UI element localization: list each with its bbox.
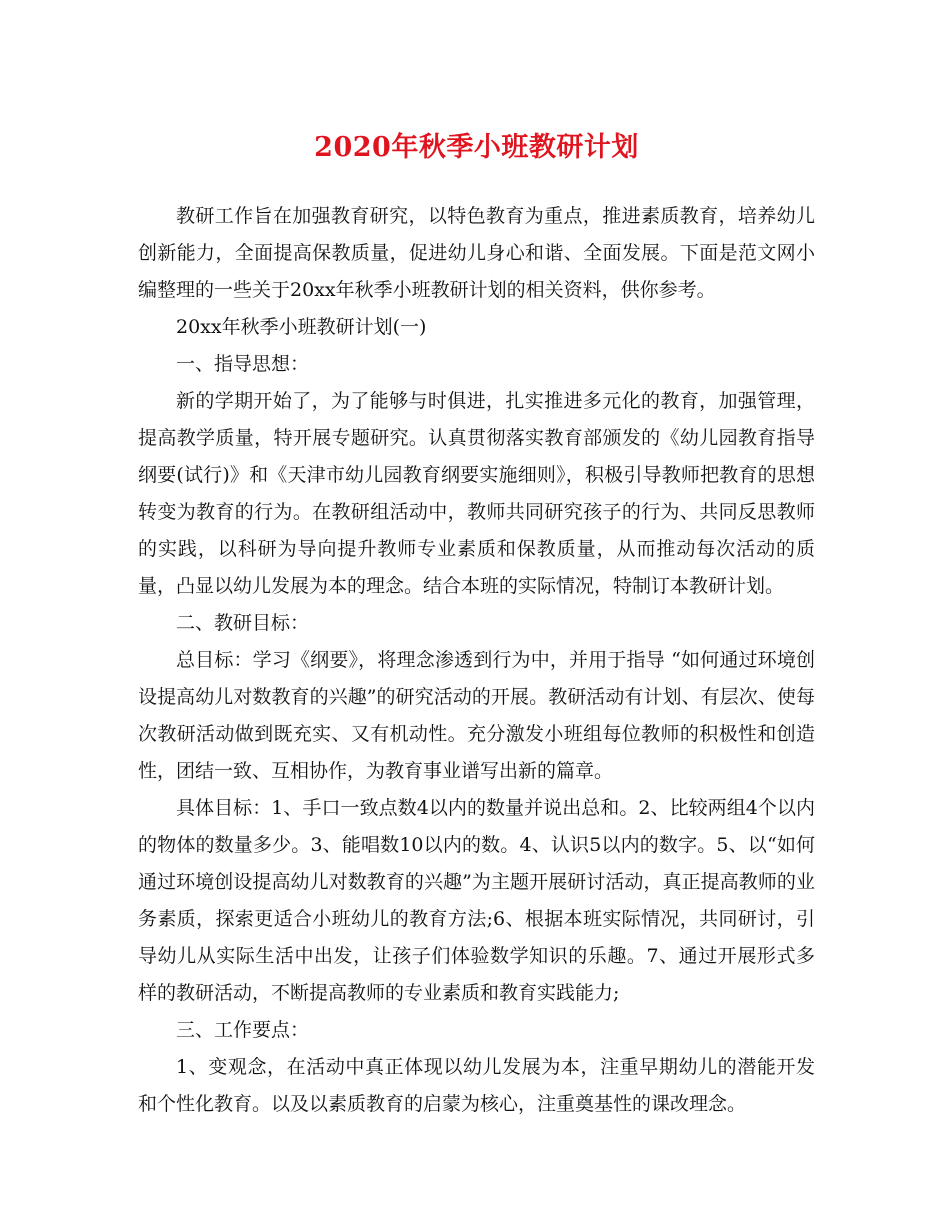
overall-goal-paragraph: 总目标：学习《纲要》，将理念渗透到行为中，并用于指导 “如何通过环境创设提高幼儿对数教育的兴趣”的研究活动的开展。教研活动有计划、有层次、使每次教研活动做到既充实、又有机动性。充分激发小班组每位教师的积极性和创造性，团结一致、互相协作，为教育事业谱写出新的篇章。 bbox=[138, 649, 815, 782]
intro-paragraph: 教研工作旨在加强教育研究，以特色教育为重点，推进素质教育，培养幼儿创新能力，全面提高保教质量，促进幼儿身心和谐、全面发展。下面是范文网小编整理的一些关于20xx年秋季小班教研计划的相关资料，供你参考。 bbox=[138, 205, 815, 301]
section-heading-work-points: 三、工作要点： bbox=[176, 1019, 310, 1041]
guiding-thought-paragraph: 新的学期开始了，为了能够与时俱进，扎实推进多元化的教育，加强管理，提高教学质量，特开展专题研究。认真贯彻落实教育部颁发的《幼儿园教育指导纲要(试行)》和《天津市幼儿园教育纲要实施细则》，积极引导教师把教育的思想转变为教育的行为。在教研组活动中，教师共同研究孩子的行为、共同反思教师的实践，以科研为导向提升教师专业素质和保教质量，从而推动每次活动的质量，凸显以幼儿发展为本的理念。结合本班的实际情况，特制订本教研计划。 bbox=[138, 390, 815, 597]
work-point-paragraph: 1、变观念，在活动中真正体现以幼儿发展为本，注重早期幼儿的潜能开发和个性化教育。以及以素质教育的启蒙为核心，注重奠基性的课改理念。 bbox=[138, 1056, 815, 1115]
specific-goals-paragraph: 具体目标：1、手口一致点数4以内的数量并说出总和。2、比较两组4个以内的物体的数量多少。3、能唱数10以内的数。4、认识5以内的数字。5、以“如何通过环境创设提高幼儿对数教育的兴趣”为主题开展研讨活动，真正提高教师的业务素质，探索更适合小班幼儿的教育方法;6、根据本班实际情况，共同研讨，引导幼儿从实际生活中出发，让孩子们体验数学知识的乐趣。7、通过开展形式多样的教研活动，不断提高教师的专业素质和教育实践能力; bbox=[138, 797, 815, 1004]
document-title: 2020年秋季小班教研计划 bbox=[314, 132, 639, 163]
section-heading-research-goals: 二、教研目标： bbox=[176, 612, 310, 634]
plan-subtitle: 20xx年秋季小班教研计划(一) bbox=[176, 316, 427, 338]
section-heading-guiding-thought: 一、指导思想： bbox=[176, 353, 310, 375]
